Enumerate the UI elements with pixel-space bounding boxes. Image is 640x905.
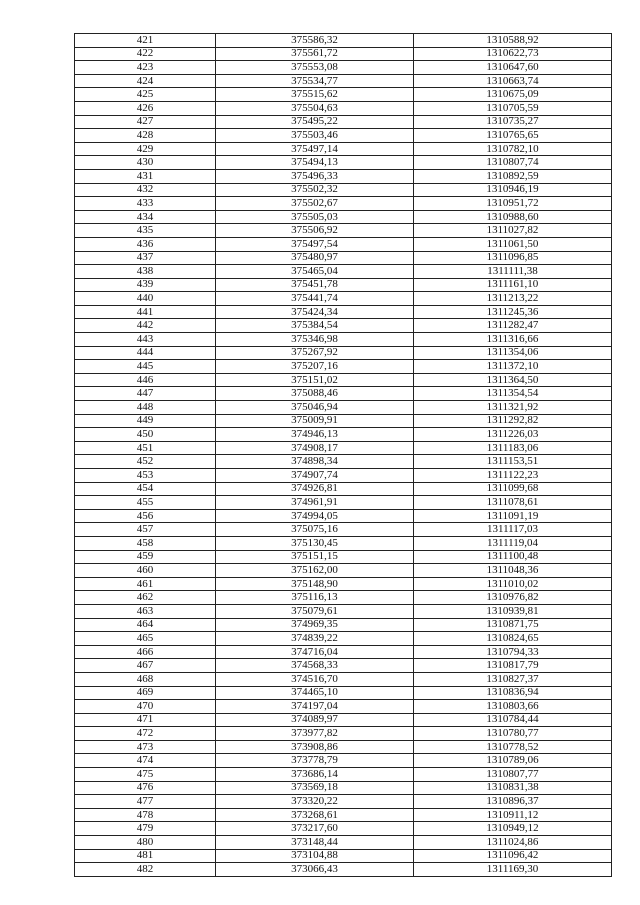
table-row <box>75 482 612 496</box>
point-number-cell: 473 <box>75 740 216 754</box>
table-row <box>75 88 612 102</box>
table-row <box>75 305 612 319</box>
y-coordinate-cell: 1310794,33 <box>414 645 612 659</box>
point-number-cell: 425 <box>75 88 216 102</box>
y-coordinate-cell: 1311078,61 <box>414 496 612 510</box>
table-row <box>75 441 612 455</box>
y-coordinate-cell: 1310647,60 <box>414 61 612 75</box>
point-number-cell: 480 <box>75 836 216 850</box>
point-number-cell: 435 <box>75 224 216 238</box>
y-coordinate-cell: 1311354,54 <box>414 387 612 401</box>
x-coordinate-cell: 375148,90 <box>216 577 414 591</box>
point-number-cell: 423 <box>75 61 216 75</box>
x-coordinate-cell: 375162,00 <box>216 564 414 578</box>
table-row <box>75 61 612 75</box>
point-number-cell: 476 <box>75 781 216 795</box>
point-number-cell: 467 <box>75 659 216 673</box>
x-coordinate-cell: 375534,77 <box>216 74 414 88</box>
point-number-cell: 426 <box>75 101 216 115</box>
table-row <box>75 727 612 741</box>
table-row <box>75 142 612 156</box>
point-number-cell: 482 <box>75 863 216 877</box>
y-coordinate-cell: 1310836,94 <box>414 686 612 700</box>
x-coordinate-cell: 375503,46 <box>216 129 414 143</box>
point-number-cell: 445 <box>75 360 216 374</box>
table-row <box>75 265 612 279</box>
y-coordinate-cell: 1310896,37 <box>414 795 612 809</box>
table-row <box>75 47 612 61</box>
x-coordinate-cell: 374839,22 <box>216 632 414 646</box>
y-coordinate-cell: 1311100,48 <box>414 550 612 564</box>
x-coordinate-cell: 374716,04 <box>216 645 414 659</box>
x-coordinate-cell: 375506,92 <box>216 224 414 238</box>
table-row <box>75 564 612 578</box>
x-coordinate-cell: 375441,74 <box>216 292 414 306</box>
y-coordinate-cell: 1311226,03 <box>414 428 612 442</box>
y-coordinate-cell: 1311111,38 <box>414 265 612 279</box>
table-row <box>75 849 612 863</box>
point-number-cell: 469 <box>75 686 216 700</box>
y-coordinate-cell: 1311245,36 <box>414 305 612 319</box>
y-coordinate-cell: 1310784,44 <box>414 713 612 727</box>
y-coordinate-cell: 1310780,77 <box>414 727 612 741</box>
x-coordinate-cell: 373320,22 <box>216 795 414 809</box>
y-coordinate-cell: 1310824,65 <box>414 632 612 646</box>
y-coordinate-cell: 1310831,38 <box>414 781 612 795</box>
point-number-cell: 432 <box>75 183 216 197</box>
y-coordinate-cell: 1311117,03 <box>414 523 612 537</box>
point-number-cell: 429 <box>75 142 216 156</box>
x-coordinate-cell: 375384,54 <box>216 319 414 333</box>
y-coordinate-cell: 1311321,92 <box>414 401 612 415</box>
point-number-cell: 448 <box>75 401 216 415</box>
point-number-cell: 427 <box>75 115 216 129</box>
table-row <box>75 455 612 469</box>
y-coordinate-cell: 1310976,82 <box>414 591 612 605</box>
point-number-cell: 430 <box>75 156 216 170</box>
x-coordinate-cell: 375505,03 <box>216 210 414 224</box>
x-coordinate-cell: 374969,35 <box>216 618 414 632</box>
x-coordinate-cell: 373148,44 <box>216 836 414 850</box>
x-coordinate-cell: 375451,78 <box>216 278 414 292</box>
table-row <box>75 74 612 88</box>
x-coordinate-cell: 375151,02 <box>216 373 414 387</box>
x-coordinate-cell: 375497,14 <box>216 142 414 156</box>
y-coordinate-cell: 1310789,06 <box>414 754 612 768</box>
point-number-cell: 474 <box>75 754 216 768</box>
x-coordinate-cell: 375496,33 <box>216 169 414 183</box>
y-coordinate-cell: 1311183,06 <box>414 441 612 455</box>
point-number-cell: 437 <box>75 251 216 265</box>
point-number-cell: 472 <box>75 727 216 741</box>
y-coordinate-cell: 1310735,27 <box>414 115 612 129</box>
y-coordinate-cell: 1310778,52 <box>414 740 612 754</box>
point-number-cell: 481 <box>75 849 216 863</box>
table-row <box>75 360 612 374</box>
x-coordinate-cell: 374994,05 <box>216 509 414 523</box>
table-row <box>75 509 612 523</box>
x-coordinate-cell: 375561,72 <box>216 47 414 61</box>
y-coordinate-cell: 1311061,50 <box>414 237 612 251</box>
y-coordinate-cell: 1310871,75 <box>414 618 612 632</box>
point-number-cell: 433 <box>75 197 216 211</box>
point-number-cell: 459 <box>75 550 216 564</box>
x-coordinate-cell: 375267,92 <box>216 346 414 360</box>
table-row <box>75 536 612 550</box>
point-number-cell: 438 <box>75 265 216 279</box>
table-row <box>75 740 612 754</box>
table-row <box>75 333 612 347</box>
table-row <box>75 183 612 197</box>
y-coordinate-cell: 1310675,09 <box>414 88 612 102</box>
point-number-cell: 465 <box>75 632 216 646</box>
table-row <box>75 401 612 415</box>
y-coordinate-cell: 1310949,12 <box>414 822 612 836</box>
table-row <box>75 686 612 700</box>
point-number-cell: 458 <box>75 536 216 550</box>
y-coordinate-cell: 1311010,02 <box>414 577 612 591</box>
y-coordinate-cell: 1311161,10 <box>414 278 612 292</box>
x-coordinate-cell: 373104,88 <box>216 849 414 863</box>
table-row <box>75 577 612 591</box>
table-row <box>75 346 612 360</box>
point-number-cell: 431 <box>75 169 216 183</box>
point-number-cell: 478 <box>75 808 216 822</box>
point-number-cell: 422 <box>75 47 216 61</box>
table-row <box>75 251 612 265</box>
point-number-cell: 463 <box>75 604 216 618</box>
coordinates-table <box>74 33 612 877</box>
x-coordinate-cell: 373908,86 <box>216 740 414 754</box>
point-number-cell: 452 <box>75 455 216 469</box>
y-coordinate-cell: 1310782,10 <box>414 142 612 156</box>
table-row <box>75 319 612 333</box>
x-coordinate-cell: 375424,34 <box>216 305 414 319</box>
table-row <box>75 808 612 822</box>
table-row <box>75 523 612 537</box>
y-coordinate-cell: 1311099,68 <box>414 482 612 496</box>
y-coordinate-cell: 1310807,74 <box>414 156 612 170</box>
table-row <box>75 101 612 115</box>
x-coordinate-cell: 373217,60 <box>216 822 414 836</box>
table-row <box>75 672 612 686</box>
point-number-cell: 477 <box>75 795 216 809</box>
table-row <box>75 156 612 170</box>
point-number-cell: 440 <box>75 292 216 306</box>
x-coordinate-cell: 374089,97 <box>216 713 414 727</box>
point-number-cell: 436 <box>75 237 216 251</box>
x-coordinate-cell: 373977,82 <box>216 727 414 741</box>
point-number-cell: 449 <box>75 414 216 428</box>
table-row <box>75 373 612 387</box>
table-row <box>75 292 612 306</box>
x-coordinate-cell: 373268,61 <box>216 808 414 822</box>
point-number-cell: 443 <box>75 333 216 347</box>
table-row <box>75 428 612 442</box>
x-coordinate-cell: 374197,04 <box>216 700 414 714</box>
table-row <box>75 659 612 673</box>
y-coordinate-cell: 1310622,73 <box>414 47 612 61</box>
point-number-cell: 421 <box>75 34 216 48</box>
point-number-cell: 456 <box>75 509 216 523</box>
point-number-cell: 451 <box>75 441 216 455</box>
x-coordinate-cell: 375130,45 <box>216 536 414 550</box>
x-coordinate-cell: 375151,15 <box>216 550 414 564</box>
x-coordinate-cell: 375495,22 <box>216 115 414 129</box>
table-row <box>75 550 612 564</box>
coordinates-table-body <box>75 34 612 877</box>
y-coordinate-cell: 1311364,50 <box>414 373 612 387</box>
y-coordinate-cell: 1311282,47 <box>414 319 612 333</box>
y-coordinate-cell: 1310817,79 <box>414 659 612 673</box>
point-number-cell: 455 <box>75 496 216 510</box>
point-number-cell: 428 <box>75 129 216 143</box>
point-number-cell: 441 <box>75 305 216 319</box>
table-row <box>75 700 612 714</box>
y-coordinate-cell: 1311024,86 <box>414 836 612 850</box>
point-number-cell: 461 <box>75 577 216 591</box>
y-coordinate-cell: 1311354,06 <box>414 346 612 360</box>
x-coordinate-cell: 375207,16 <box>216 360 414 374</box>
table-row <box>75 822 612 836</box>
table-row <box>75 591 612 605</box>
table-row <box>75 836 612 850</box>
y-coordinate-cell: 1311122,23 <box>414 469 612 483</box>
x-coordinate-cell: 374516,70 <box>216 672 414 686</box>
x-coordinate-cell: 374908,17 <box>216 441 414 455</box>
y-coordinate-cell: 1310892,59 <box>414 169 612 183</box>
point-number-cell: 434 <box>75 210 216 224</box>
x-coordinate-cell: 374961,91 <box>216 496 414 510</box>
x-coordinate-cell: 374907,74 <box>216 469 414 483</box>
point-number-cell: 424 <box>75 74 216 88</box>
x-coordinate-cell: 375504,63 <box>216 101 414 115</box>
x-coordinate-cell: 374946,13 <box>216 428 414 442</box>
table-row <box>75 795 612 809</box>
y-coordinate-cell: 1310911,12 <box>414 808 612 822</box>
x-coordinate-cell: 375346,98 <box>216 333 414 347</box>
y-coordinate-cell: 1310939,81 <box>414 604 612 618</box>
point-number-cell: 475 <box>75 768 216 782</box>
point-number-cell: 460 <box>75 564 216 578</box>
point-number-cell: 466 <box>75 645 216 659</box>
y-coordinate-cell: 1310663,74 <box>414 74 612 88</box>
point-number-cell: 470 <box>75 700 216 714</box>
x-coordinate-cell: 375465,04 <box>216 265 414 279</box>
x-coordinate-cell: 373569,18 <box>216 781 414 795</box>
x-coordinate-cell: 374465,10 <box>216 686 414 700</box>
table-row <box>75 237 612 251</box>
x-coordinate-cell: 373066,43 <box>216 863 414 877</box>
table-row <box>75 414 612 428</box>
x-coordinate-cell: 375586,32 <box>216 34 414 48</box>
x-coordinate-cell: 375088,46 <box>216 387 414 401</box>
y-coordinate-cell: 1310588,92 <box>414 34 612 48</box>
point-number-cell: 439 <box>75 278 216 292</box>
point-number-cell: 457 <box>75 523 216 537</box>
y-coordinate-cell: 1310827,37 <box>414 672 612 686</box>
point-number-cell: 447 <box>75 387 216 401</box>
point-number-cell: 444 <box>75 346 216 360</box>
table-row <box>75 224 612 238</box>
table-row <box>75 781 612 795</box>
x-coordinate-cell: 375497,54 <box>216 237 414 251</box>
table-row <box>75 387 612 401</box>
table-row <box>75 210 612 224</box>
x-coordinate-cell: 375116,13 <box>216 591 414 605</box>
table-row <box>75 645 612 659</box>
table-row <box>75 754 612 768</box>
x-coordinate-cell: 374568,33 <box>216 659 414 673</box>
y-coordinate-cell: 1311048,36 <box>414 564 612 578</box>
y-coordinate-cell: 1311372,10 <box>414 360 612 374</box>
point-number-cell: 453 <box>75 469 216 483</box>
y-coordinate-cell: 1311153,51 <box>414 455 612 469</box>
point-number-cell: 462 <box>75 591 216 605</box>
table-row <box>75 496 612 510</box>
x-coordinate-cell: 375075,16 <box>216 523 414 537</box>
y-coordinate-cell: 1311096,42 <box>414 849 612 863</box>
x-coordinate-cell: 375480,97 <box>216 251 414 265</box>
y-coordinate-cell: 1311096,85 <box>414 251 612 265</box>
x-coordinate-cell: 374898,34 <box>216 455 414 469</box>
y-coordinate-cell: 1310951,72 <box>414 197 612 211</box>
point-number-cell: 479 <box>75 822 216 836</box>
point-number-cell: 464 <box>75 618 216 632</box>
x-coordinate-cell: 375502,67 <box>216 197 414 211</box>
table-row <box>75 863 612 877</box>
y-coordinate-cell: 1311292,82 <box>414 414 612 428</box>
table-row <box>75 469 612 483</box>
point-number-cell: 454 <box>75 482 216 496</box>
x-coordinate-cell: 374926,81 <box>216 482 414 496</box>
y-coordinate-cell: 1310988,60 <box>414 210 612 224</box>
table-row <box>75 713 612 727</box>
x-coordinate-cell: 375009,91 <box>216 414 414 428</box>
table-row <box>75 169 612 183</box>
table-row <box>75 34 612 48</box>
y-coordinate-cell: 1311091,19 <box>414 509 612 523</box>
point-number-cell: 468 <box>75 672 216 686</box>
y-coordinate-cell: 1311119,04 <box>414 536 612 550</box>
x-coordinate-cell: 375515,62 <box>216 88 414 102</box>
x-coordinate-cell: 375079,61 <box>216 604 414 618</box>
y-coordinate-cell: 1311213,22 <box>414 292 612 306</box>
point-number-cell: 450 <box>75 428 216 442</box>
point-number-cell: 442 <box>75 319 216 333</box>
table-row <box>75 618 612 632</box>
y-coordinate-cell: 1310807,77 <box>414 768 612 782</box>
x-coordinate-cell: 375553,08 <box>216 61 414 75</box>
x-coordinate-cell: 373778,79 <box>216 754 414 768</box>
y-coordinate-cell: 1311316,66 <box>414 333 612 347</box>
table-row <box>75 115 612 129</box>
point-number-cell: 471 <box>75 713 216 727</box>
table-row <box>75 768 612 782</box>
y-coordinate-cell: 1311169,30 <box>414 863 612 877</box>
table-row <box>75 632 612 646</box>
x-coordinate-cell: 375502,32 <box>216 183 414 197</box>
y-coordinate-cell: 1310765,65 <box>414 129 612 143</box>
table-row <box>75 197 612 211</box>
x-coordinate-cell: 375046,94 <box>216 401 414 415</box>
y-coordinate-cell: 1310705,59 <box>414 101 612 115</box>
y-coordinate-cell: 1310803,66 <box>414 700 612 714</box>
y-coordinate-cell: 1311027,82 <box>414 224 612 238</box>
x-coordinate-cell: 373686,14 <box>216 768 414 782</box>
x-coordinate-cell: 375494,13 <box>216 156 414 170</box>
table-row <box>75 278 612 292</box>
y-coordinate-cell: 1310946,19 <box>414 183 612 197</box>
table-row <box>75 604 612 618</box>
table-row <box>75 129 612 143</box>
point-number-cell: 446 <box>75 373 216 387</box>
